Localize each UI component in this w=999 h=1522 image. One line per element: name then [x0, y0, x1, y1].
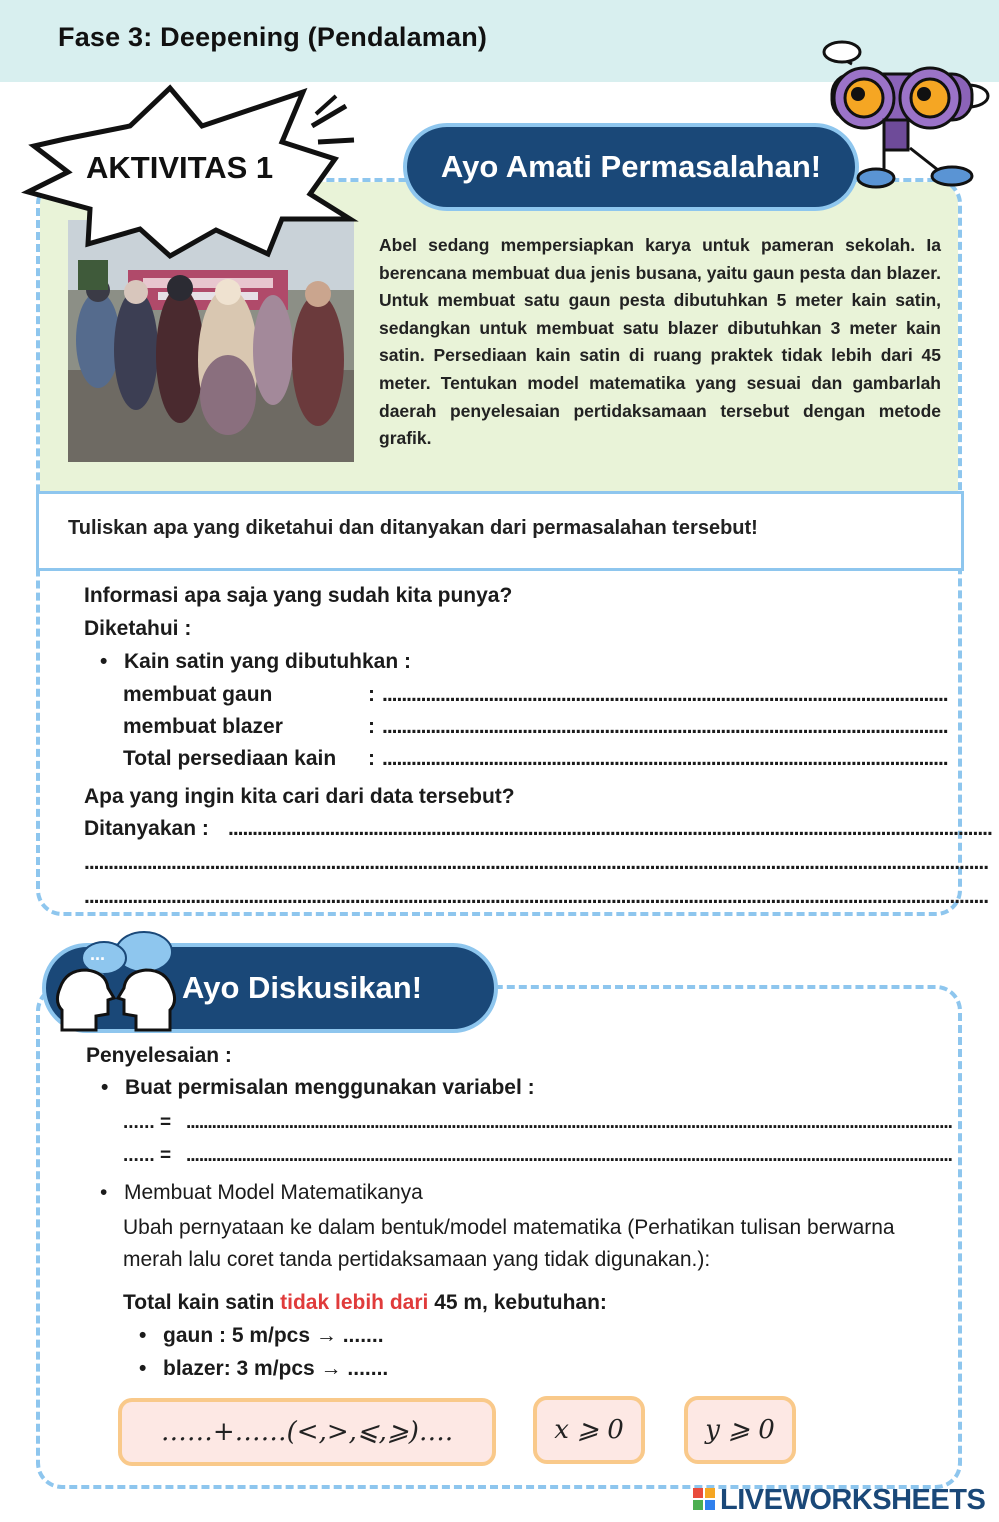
- liveworksheets-logo-icon: [693, 1488, 717, 1512]
- binoculars-mascot-icon: [812, 44, 998, 194]
- total-statement: [123, 1291, 607, 1315]
- known-bullet: • Kain satin yang dibutuhkan :: [124, 650, 411, 674]
- y-constraint-box[interactable]: [684, 1396, 796, 1464]
- problem-story: Abel sedang mempersiapkan karya untuk pameran sekolah. Ia berencana membuat dua jenis busana, yaitu gaun pesta dan blazer. Untuk membuat satu gaun pesta dibutuhkan 5 meter kain satin, sedangkan untuk membuat satu blazer dibutuhkan 3 meter kain satin. Persediaan kain satin di ruang praktek tidak lebih dari 45 meter. Tentukan model matematika yang sesuai dan gambarlah daerah penyelesaian pertidaksamaan tersebut dengan metode grafik.: [379, 235, 941, 449]
- blazer-answer-field[interactable]: .....................................................................................................................: [382, 715, 948, 738]
- model-inequality-text: ……+……(<,>,⩽,⩾)….: [160, 1417, 454, 1447]
- asked-answer-field-2[interactable]: ...........................................................................................................................................................................................: [84, 851, 989, 874]
- task-instruction: Tuliskan apa yang diketahui dan ditanyakan dari permasalahan tersebut!: [68, 517, 758, 539]
- observe-title-pill: [403, 123, 859, 211]
- x-constraint-text: x ⩾ 0: [554, 1415, 624, 1445]
- x-constraint-box[interactable]: [533, 1396, 645, 1464]
- model-instruction: Ubah pernyataan ke dalam bentuk/model matematika (Perhatikan tulisan berwarna merah lalu coret tanda pertidaksamaan yang tidak digunakan.):: [123, 1216, 895, 1271]
- model-inequality-box[interactable]: [118, 1398, 496, 1466]
- total-stock-label: Total persediaan kain: [123, 747, 337, 770]
- variable-answer-field-2[interactable]: ...................................................................................................................................................................................: [186, 1145, 952, 1166]
- total-statement-pre: Total kain satin: [123, 1291, 281, 1314]
- gaun-requirement: • gaun : 5 m/pcs → .......: [163, 1324, 384, 1348]
- variable-prefix-2: ...... =: [123, 1145, 172, 1166]
- discussion-title-text: Ayo Diskusikan!: [182, 970, 423, 1005]
- y-constraint-text: y ⩾ 0: [705, 1415, 775, 1445]
- blazer-colon: :: [368, 715, 375, 738]
- blazer-requirement: • blazer: 3 m/pcs → .......: [163, 1357, 388, 1381]
- known-question: Informasi apa saja yang sudah kita punya?: [84, 584, 513, 607]
- asked-answer-field-3[interactable]: ...........................................................................................................................................................................................: [84, 885, 989, 908]
- total-statement-highlight: tidak lebih dari: [280, 1291, 429, 1314]
- variable-prefix-1: ...... =: [123, 1112, 172, 1133]
- total-stock-answer-field[interactable]: .....................................................................................................................: [382, 747, 948, 770]
- model-bullet: • Membuat Model Matematikanya: [124, 1181, 423, 1205]
- asked-question: Apa yang ingin kita cari dari data tersebut?: [84, 785, 515, 808]
- variable-answer-field-1[interactable]: ...................................................................................................................................................................................: [186, 1112, 952, 1133]
- variable-bullet: • Buat permisalan menggunakan variabel :: [125, 1076, 535, 1100]
- gaun-colon: :: [368, 683, 375, 706]
- total-statement-post: 45 m, kebutuhan:: [428, 1291, 607, 1314]
- phase-title: Fase 3: Deepening (Pendalaman): [58, 22, 488, 52]
- blazer-label: membuat blazer: [123, 715, 283, 738]
- asked-label: Ditanyakan :: [84, 817, 209, 840]
- gaun-label: membuat gaun: [123, 683, 273, 706]
- activity-badge-label: AKTIVITAS 1: [86, 150, 274, 185]
- speech-bubble-dots: ...: [90, 944, 106, 964]
- observe-title-text: Ayo Amati Permasalahan!: [440, 149, 822, 184]
- liveworksheets-logo[interactable]: LIVEWORKSHEETS: [720, 1484, 986, 1516]
- known-label: Diketahui :: [84, 617, 192, 640]
- gaun-answer-field[interactable]: .....................................................................................................................: [382, 683, 948, 706]
- total-stock-colon: :: [368, 747, 375, 770]
- discussion-heads-icon: [52, 926, 182, 1034]
- solution-label: Penyelesaian :: [86, 1044, 232, 1067]
- asked-answer-field-1[interactable]: ..............................................................................................................................................................: [228, 817, 992, 840]
